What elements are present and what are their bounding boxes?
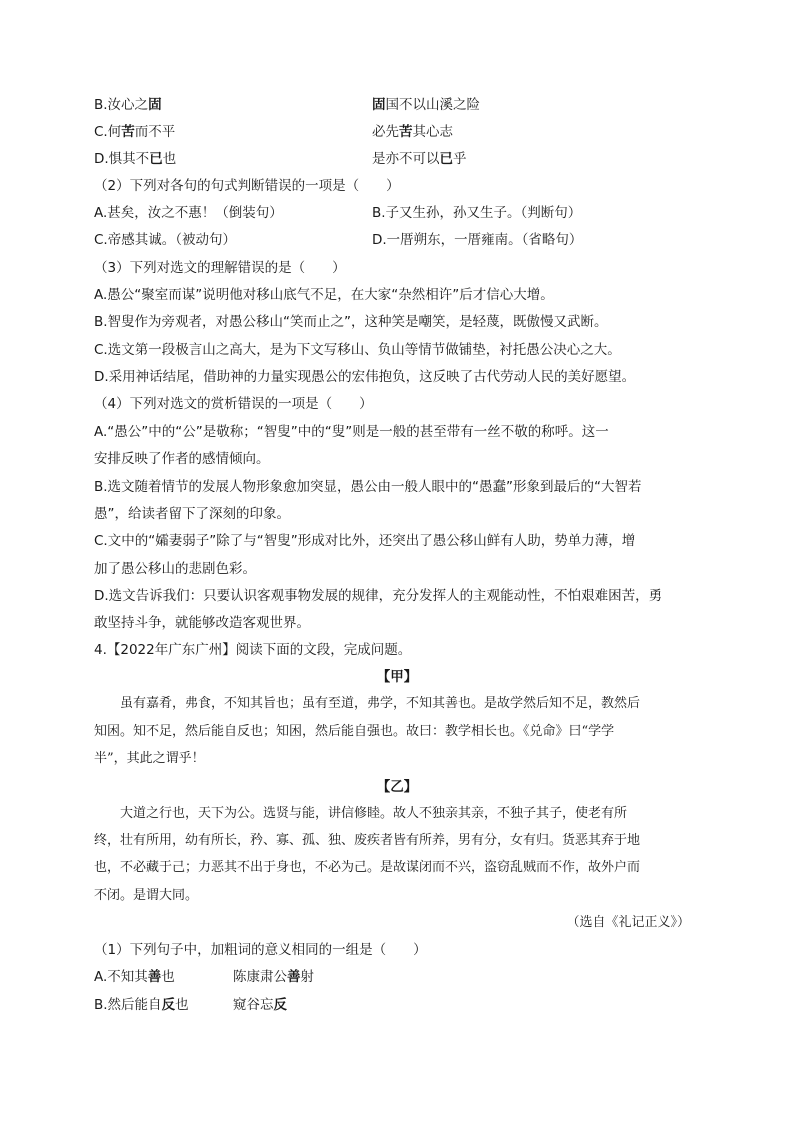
option-b-right: 固国不以山溪之险 (372, 97, 480, 113)
sub1-option-a-left: A.不知其善也 (94, 969, 175, 985)
q4-option-d-line1: D.选文告诉我们：只要认识客观事物发展的规律，充分发挥人的主观能动性，不怕艰难困苦，勇 (94, 588, 663, 604)
q4-option-c-line2: 加了愚公移山的悲剧色彩。 (94, 561, 256, 577)
sub1-option-a-right: 陈康肃公善射 (233, 969, 314, 985)
passage-yi-line: 终，壮有所用，幼有所长，矜、寡、孤、独、废疾者皆有所养，男有分，女有归。货恶其弃于地 (94, 833, 641, 848)
q4-option-b-line2: 愚”，给读者留下了深刻的印象。 (94, 506, 290, 522)
q4-option-c-line1: C.文中的“孀妻弱子”除了与“智叟”形成对比外，还突出了愚公移山鲜有人助，势单力薄，增 (94, 533, 636, 549)
option-d-right: 是亦不可以已乎 (372, 151, 467, 167)
sub1-option-b-left: B.然后能自反也 (94, 997, 189, 1013)
q2-option-b: B.子又生孙，孙又生子。（判断句） (372, 205, 582, 221)
option-b-left: B.汝心之固 (94, 97, 162, 113)
sub1-option-b-right: 窥谷忘反 (233, 997, 287, 1013)
q4-option-a-line2: 安排反映了作者的感情倾向。 (94, 451, 270, 467)
q2-option-c: C.帝感其诚。（被动句） (94, 232, 236, 248)
passage-yi-line: 也，不必藏于己；力恶其不出于身也，不必为己。是故谋闭而不兴，盗窃乱贼而不作，故外户而 (94, 860, 641, 875)
q3-option-a: A.愚公“聚室而谋”说明他对移山底气不足，在大家“杂然相许”后才信心大增。 (94, 287, 554, 303)
q3-option-b: B.智叟作为旁观者，对愚公移山“笑而止之”，这种笑是嘲笑，是轻蔑，既傲慢又武断。 (94, 314, 608, 330)
passage-yi-title: 【乙】 (376, 779, 418, 795)
q3-option-d: D.采用神话结尾，借助神的力量实现愚公的宏伟抱负，这反映了古代劳动人民的美好愿望。 (94, 369, 636, 385)
q4-stem: （4）下列对选文的赏析错误的一项是（ ） (94, 396, 373, 412)
q3-option-c: C.选文第一段极言山之高大，是为下文写移山、负山等情节做铺垫，衬托愚公决心之大。 (94, 342, 621, 358)
question-4-stem: 4.【2022年广东广州】阅读下面的文段，完成问题。 (94, 642, 412, 658)
passage-jia-title: 【甲】 (376, 669, 418, 685)
passage-source: （选自《礼记正义》） (566, 915, 690, 930)
passage-jia-line: 知困。知不足，然后能自反也；知困，然后能自强也。故曰：教学相长也。《兑命》曰“学学 (94, 724, 615, 739)
q4-option-b-line1: B.选文随着情节的发展人物形象愈加突显，愚公由一般人眼中的“愚蠢”形象到最后的“大智若 (94, 479, 642, 495)
option-c-right: 必先苦其心志 (372, 124, 453, 140)
sub-question-1-stem: （1）下列句子中，加粗词的意义相同的一组是（ ） (94, 942, 427, 958)
q4-option-a-line1: A.“愚公”中的“公”是敬称；“智叟”中的“叟”则是一般的甚至带有一丝不敬的称呼。这一 (94, 424, 609, 440)
passage-yi-line: 大道之行也，天下为公。选贤与能，讲信修睦。故人不独亲其亲，不独子其子，使老有所 (120, 806, 628, 821)
passage-jia-line: 虽有嘉肴，弗食，不知其旨也；虽有至道，弗学，不知其善也。是故学然后知不足，教然后 (120, 696, 641, 711)
passage-yi-line: 不闭。是谓大同。 (94, 888, 199, 903)
q2-stem: （2）下列对各句的句式判断错误的一项是（ ） (94, 178, 400, 194)
q3-stem: （3）下列对选文的理解错误的是（ ） (94, 260, 346, 276)
passage-jia-line: 半”，其此之谓乎！ (94, 751, 205, 766)
option-c-left: C.何苦而不平 (94, 124, 176, 140)
q2-option-d: D.一厝朔东，一厝雍南。（省略句） (372, 232, 583, 248)
option-d-left: D.惧其不已也 (94, 151, 177, 167)
q4-option-d-line2: 敢坚持斗争，就能够改造客观世界。 (94, 615, 310, 631)
q2-option-a: A.甚矣，汝之不惠！（倒装句） (94, 205, 283, 221)
